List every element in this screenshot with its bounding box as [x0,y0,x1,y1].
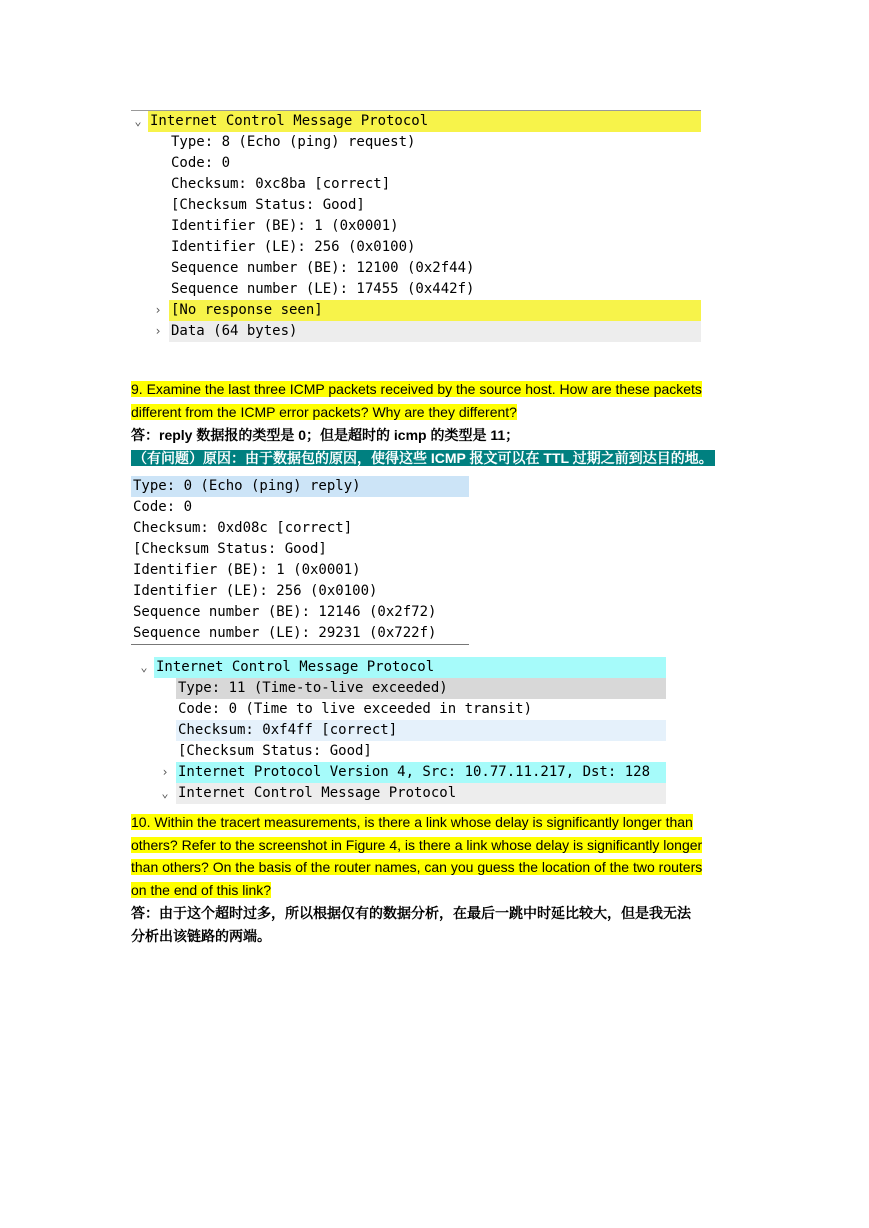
reply-field-sequence-be[interactable]: Sequence number (BE): 12146 (0x2f72) [133,604,437,620]
tree-row-field[interactable] [131,132,701,153]
question-10-line-2: others? Refer to the screenshot in Figure 4, is there a link whose delay is significantly longer [131,836,703,853]
field-sequence-le: Sequence number (LE): 17455 (0x442f) [171,281,475,297]
tree-row-field[interactable] [131,216,701,237]
tree-row-no-response[interactable] [131,300,701,321]
field-type: Type: 8 (Echo (ping) request) [171,134,416,150]
field-checksum: Checksum: 0xc8ba [correct] [171,176,391,192]
icmp-ttl-header-label: Internet Control Message Protocol [154,657,666,678]
tree-row-ipv4[interactable] [131,762,666,783]
tree-row-field[interactable] [131,720,666,741]
tree-row-field[interactable] [131,678,666,699]
tree-row-inner-icmp[interactable] [131,783,666,804]
question-9-line-2: different from the ICMP error packets? Why are they different? [131,403,517,420]
reply-field-checksum[interactable]: Checksum: 0xd08c [correct] [133,520,353,536]
ttl-field-checksum: Checksum: 0xf4ff [correct] [176,720,666,741]
tree-row-field[interactable] [131,699,666,720]
icmp-ttl-tree [131,657,666,804]
reply-field-identifier-le[interactable]: Identifier (LE): 256 (0x0100) [133,583,378,599]
tree-row-data[interactable] [131,321,701,342]
question-10-line-3: than others? On the basis of the router names, can you guess the location of the two routers [131,859,703,875]
field-sequence-be: Sequence number (BE): 12100 (0x2f44) [171,260,475,276]
tree-row-field[interactable] [131,258,701,279]
icmp-request-tree [131,110,701,342]
tree-row-field[interactable] [131,195,701,216]
reply-field-code[interactable]: Code: 0 [133,499,193,515]
field-checksum-status: [Checksum Status: Good] [171,197,365,213]
tree-row-icmp-header[interactable] [131,111,701,132]
tree-row-field[interactable] [131,237,701,258]
ipv4-label: Internet Protocol Version 4, Src: 10.77.11.217, Dst: 128 [176,762,666,783]
question-10 [131,811,741,901]
reply-field-type[interactable]: Type: 0 (Echo (ping) reply) [131,476,469,497]
question-10-line-4: on the end of this link? [131,881,272,898]
question-10-line-1: 10. Within the tracert measurements, is there a link whose delay is significantly longer than [131,814,693,830]
tree-row-field[interactable] [131,174,701,195]
chevron-down-icon[interactable]: ⌄ [134,114,142,128]
chevron-right-icon[interactable]: › [161,765,169,779]
reason-9: （有问题）原因：由于数据包的原因，使得这些 ICMP 报文可以在 TTL 过期之前到达目的地。 [133,450,713,466]
field-identifier-be: Identifier (BE): 1 (0x0001) [171,218,399,234]
inner-icmp-label: Internet Control Message Protocol [176,783,666,804]
tree-row-field[interactable] [131,279,701,300]
data-label: Data (64 bytes) [169,321,701,342]
reply-field-identifier-be[interactable]: Identifier (BE): 1 (0x0001) [133,562,361,578]
chevron-down-icon[interactable]: ⌄ [161,786,169,800]
icmp-header-label: Internet Control Message Protocol [148,111,701,132]
icmp-reply-fields [131,476,469,645]
reply-bottom-border [131,644,469,645]
tree-row-icmp-header[interactable] [131,657,666,678]
question-9-line-1: 9. Examine the last three ICMP packets received by the source host. How are these packets [131,381,702,397]
ttl-field-type: Type: 11 (Time-to-live exceeded) [176,678,666,699]
chevron-right-icon[interactable]: › [154,324,162,338]
question-9 [131,378,741,423]
chevron-down-icon[interactable]: ⌄ [140,660,148,674]
field-identifier-le: Identifier (LE): 256 (0x0100) [171,239,416,255]
answer-10-line-2: 分析出该链路的两端。 [131,928,271,944]
reply-field-sequence-le[interactable]: Sequence number (LE): 29231 (0x722f) [133,625,437,641]
tree-row-field[interactable] [131,741,666,762]
ttl-field-checksum-status: [Checksum Status: Good] [178,743,372,759]
chevron-right-icon[interactable]: › [154,303,162,317]
no-response-label: [No response seen] [169,300,701,321]
tree-row-field[interactable] [131,153,701,174]
reason-9-wrapper [131,447,741,469]
reply-field-checksum-status[interactable]: [Checksum Status: Good] [133,541,327,557]
ttl-field-code: Code: 0 (Time to live exceeded in transit) [178,701,533,717]
answer-10-line-1: 答：由于这个超时过多，所以根据仅有的数据分析，在最后一跳中时延比较大，但是我无法 [131,905,691,921]
answer-9: 答：reply 数据报的类型是 0；但是超时的 icmp 的类型是 11； [131,427,520,443]
field-code: Code: 0 [171,155,231,171]
